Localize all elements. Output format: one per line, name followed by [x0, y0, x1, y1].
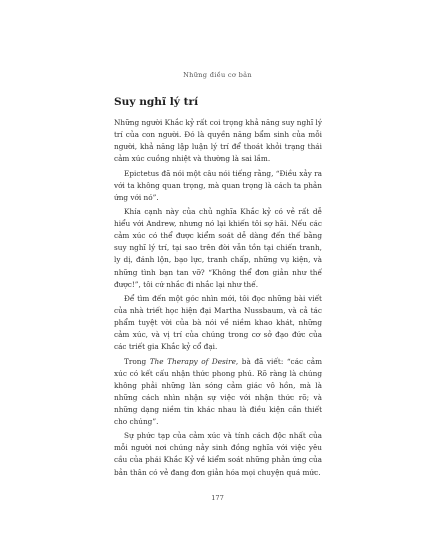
section-heading: Suy nghĩ lý trí — [114, 96, 199, 108]
running-head: Những điều cơ bản — [183, 71, 252, 79]
paragraph-4: Để tìm đến một góc nhìn mới, tôi đọc những bài viết của nhà triết học hiện đại Martha Nussbaum, và cả tác phẩm tuyệt vời của bà nói về niềm khao khát, những cảm xúc, và vị trí của chúng trong cơ sở đạo đức của các triết gia Khắc kỷ cổ đại. — [114, 293, 322, 352]
paragraph-5-rest: , bà đã viết: “các cảm xúc có kết cấu nhận thức phong phú. Rõ ràng là chúng không phải những làn sóng cảm giác vô hồn, mà là những cách nhìn nhận sự việc với nhận thức rõ; và những dạng niềm tin khác nhau là điều kiện cần thiết cho chúng”. — [114, 356, 322, 426]
paragraph-5 — [114, 356, 322, 429]
paragraph-6: Sự phức tạp của cảm xúc và tính cách độc nhất của mỗi người nơi chúng nảy sinh đồng nghĩa với việc yêu cầu của phái Khắc Kỷ về kiểm soát những phản ứng của bản thân có vẻ đang đơn giản hóa mọi chuyện quá mức. — [114, 431, 322, 477]
paragraph-3: Khía cạnh này của chủ nghĩa Khắc kỷ có vẻ rất dễ hiểu với Andrew, nhưng nó lại khiến tôi sợ hãi. Nếu các cảm xúc có thể được kiểm soát dễ dàng đến thế bằng suy nghĩ lý trí, tại sao trên đời vẫn tồn tại chiến tranh, ly dị, đánh lộn, bạo lực, tranh chấp, những vụ kiện, và những tình bạn tan vỡ? “Không thể đơn giản như thế được!”, tôi cứ nhắc đi nhắc lại như thế. — [114, 207, 322, 289]
body-text — [114, 117, 322, 481]
paragraph-2: Epictetus đã nói một câu nói tiếng rằng, “Điều xảy ra với ta không quan trọng, mà quan trọng là cách ta phản ứng với nó”. — [114, 168, 322, 202]
page-number: 177 — [211, 494, 224, 502]
paragraph-1: Những người Khắc kỷ rất coi trọng khả năng suy nghĩ lý trí của con người. Đó là quyền năng bẩm sinh của mỗi người, khả năng lập luận lý trí để thoát khỏi trạng thái cảm xúc cuồng nhiệt và thường là sai lầm. — [114, 118, 322, 164]
book-title: The Therapy of Desire — [149, 356, 236, 366]
paragraph-5-prefix: Trong — [124, 356, 150, 366]
